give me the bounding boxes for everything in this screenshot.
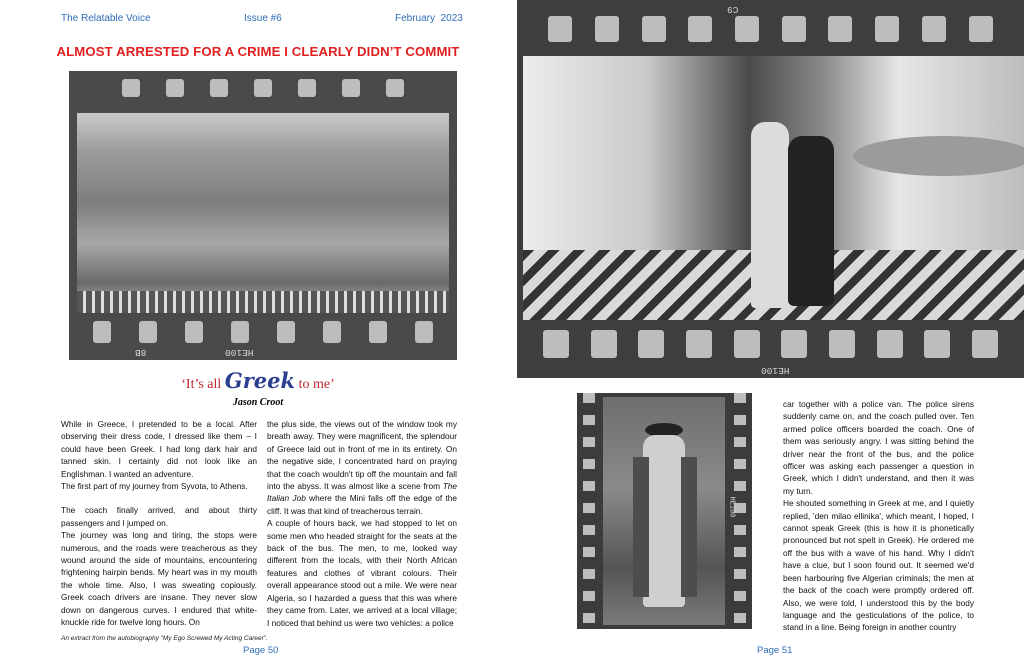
film-sprockets-right [734,393,746,629]
film-sprockets-bottom [69,321,457,343]
film-code-label: HE100 [761,365,790,376]
paragraph-text: where the Mini falls off the edge of the cliff. It was that kind of treacherous terrain. [267,493,457,516]
town-hillside-photo [77,113,449,313]
paragraph: car together with a police van. The police sirens suddenly came on, and the coach pulled over. Ten armed police officers boarded the coach. One of them was seriously angry. I was sitting behind the driver near the front of the bus, and the police officer was asking each passenger a question in Greek, which I didn't understand, and then it was my turn. [783,399,974,496]
harbor-boats [77,291,449,313]
paragraph: The journey was long and tiring, the stops were numerous, and the roads were treacherous as they wound around the side of mountains, encountering frightening hairpin bends. My heart was in my mouth the whole time. Also, I was sweating copiously. Greek coach drivers are insane. They never slow down on dangerous curves. I endured that white-knuckle ride for twelve long hours. On [61,530,257,628]
film-title: The Italian Job [267,481,457,504]
issue-number: Issue #6 [244,13,282,24]
man-figure [643,435,685,607]
article-title: ALMOST ARRESTED FOR A CRIME I CLEARLY DIDN’T COMMIT [56,44,460,59]
woman-figure [788,136,834,306]
subtitle-post: to me’ [295,377,335,392]
paragraph: The first part of my journey from Syvota, to Athens. [61,481,248,492]
portrait-photo-film-frame [577,393,752,629]
film-frame-label: 8B [135,347,147,358]
film-sprockets-top [69,79,457,97]
publication-name: The Relatable Voice [61,13,151,24]
paragraph: While in Greece, I pretended to be a local. After observing their dress code, I dressed like them – I could have been Greek. I had long dark hair and tanned skin. I certainly did not look like an Englishman. I wanted an adventure. [61,419,257,479]
town-photo-film-frame [69,71,457,360]
paragraph [267,418,457,517]
film-sprockets-left [583,393,595,629]
subtitle-greek: Greek [224,368,296,393]
courtyard-couple-photo [523,56,1024,320]
courtyard-photo-film-frame [517,0,1024,378]
author-name: Jason Croot [232,397,284,408]
paragraph-spacer [61,492,257,504]
paragraph: The coach finally arrived, and about thirty passengers and I jumped on. [61,505,257,528]
article-subtitle [40,368,476,393]
man-figure [751,122,789,308]
film-sprockets-bottom [517,330,1024,358]
coat-left [633,457,649,597]
fountain [853,136,1024,176]
coat-right [681,457,697,597]
paragraph: A couple of hours back, we had stopped to let on some men who headed straight for the seats at the back of the bus. The men, to me, looked way different from the locals, with their North African features and clothes of vibrant colours. Their overall appearance stood out a mile. We were near Algeria, so I hazarded a guess that this was where they came from. Later, we arrived at a local village; I noticed that behind us were two vehicles: a police [267,518,457,628]
subtitle-pre: ‘It’s all [181,377,225,392]
film-sprockets-top [517,16,1024,42]
paragraph-text: the plus side, the views out of the window took my breath away. They were magnificent, the splendour of Greece laid out in front of me in its entirety. On the negative side, I concentrated hard on praying that the coach wouldn't tip off the mountain and fall into the abyss. It was almost like a scene from [267,419,457,492]
man-with-hat-portrait [603,397,725,625]
film-frame-label: C9 [727,4,739,15]
page-number-right: Page 51 [757,645,793,656]
text-column-2 [267,418,457,629]
film-code-label: HE100 [727,496,736,518]
film-code-label: HE100 [225,347,254,358]
page-number-left: Page 50 [243,645,279,656]
text-column-1 [61,418,257,629]
issue-date: February 2023 [395,13,463,24]
paragraph: He shouted something in Greek at me, and I quietly replied, 'den milao ellinika', which meant, I hoped, I cannot speak Greek (this is how it is phonetically pronounced but not spelt in Greek). He ordered me off the bus with a wave of his hand. Why I didn't have a clue, but I soon found out. It seemed we'd been harbouring five Algerian criminals; the men at the back of the coach were promptly ordered off. Also, we were told, I understood this by the body language and the gesticulations of the police, to stand in a line. Being foreign in another country [783,498,974,633]
text-column-3 [783,398,974,634]
autobiography-note: An extract from the autobiography “My Ego Screwed My Acting Career”. [61,635,268,642]
